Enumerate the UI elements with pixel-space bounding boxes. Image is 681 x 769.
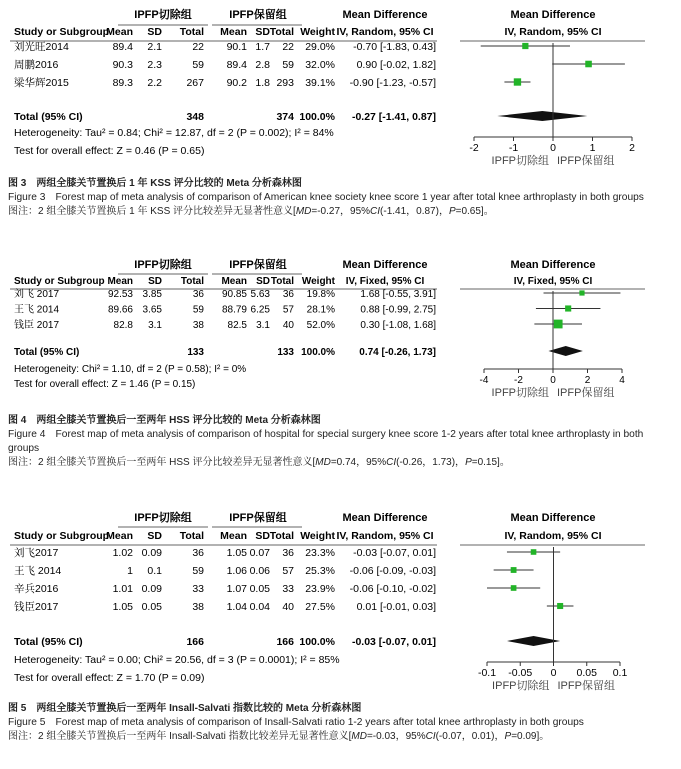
favours-retention-label: IPFP保留组 <box>557 155 615 167</box>
study-effect-square <box>554 320 563 329</box>
col-header-sd: SD <box>148 276 162 287</box>
col-header-mean: Mean <box>220 530 247 542</box>
study-weight: 28.1% <box>306 304 335 316</box>
col-header-study: Study or Subgroup <box>14 530 110 542</box>
study-sd-retention: 0.07 <box>249 547 270 559</box>
total-n-retention: 133 <box>277 347 294 358</box>
study-name: 辛兵2016 <box>14 583 59 595</box>
total-md-ci: -0.27 [-1.41, 0.87] <box>351 111 436 123</box>
col-header-sd: SD <box>147 530 162 542</box>
study-total-retention: 293 <box>276 77 294 89</box>
caption-en-title: Figure 3 Forest map of meta analysis of comparison of American knee society knee score 1 year after total knee arthroplasty in both groups <box>8 192 644 203</box>
plot-header-method: IV, Fixed, 95% CI <box>513 276 593 287</box>
study-name: 刘飞2017 <box>14 547 59 559</box>
md-header-title: Mean Difference <box>342 512 428 524</box>
favours-excision-label: IPFP切除组 <box>491 387 549 399</box>
col-header-total: Total <box>179 530 204 542</box>
study-sd-excision: 2.3 <box>147 59 162 71</box>
study-weight: 52.0% <box>306 320 335 331</box>
caption-en-title: Figure 4 Forest map of meta analysis of comparison of hospital for special surgery knee score 1-2 years after total knee arthroplasty in both groups <box>8 429 644 454</box>
study-mean-retention: 1.04 <box>226 601 247 613</box>
study-weight: 39.1% <box>305 77 335 89</box>
study-md-ci: 0.30 [-1.08, 1.68] <box>360 320 436 331</box>
x-axis-tick-label: -4 <box>479 375 489 386</box>
group-label-excision: IPFP切除组 <box>134 9 192 21</box>
study-sd-excision: 0.09 <box>141 547 162 559</box>
total-weight: 100.0% <box>299 111 335 123</box>
md-header-method: IV, Random, 95% CI <box>336 26 434 38</box>
study-md-ci: 0.01 [-0.01, 0.03] <box>356 601 436 613</box>
x-axis-tick-label: -2 <box>514 375 523 386</box>
study-mean-retention: 82.5 <box>227 320 247 331</box>
caption-zh-title: 图 4 两组全膝关节置换后一至两年 HSS 评分比较的 Meta 分析森林图 <box>8 415 321 426</box>
x-axis-tick-label: 2 <box>584 375 591 386</box>
caption-figure-5 <box>8 702 676 744</box>
col-header-total: Total <box>270 276 294 287</box>
study-sd-excision: 3.85 <box>142 289 162 300</box>
study-effect-square <box>579 290 584 295</box>
plot-header-method: IV, Random, 95% CI <box>504 26 602 38</box>
col-header-sd: SD <box>147 26 162 38</box>
overall-effect-text: Test for overall effect: Z = 1.46 (P = 0.15) <box>14 379 196 390</box>
study-mean-retention: 90.85 <box>221 289 247 300</box>
study-md-ci: -0.03 [-0.07, 0.01] <box>353 547 436 559</box>
study-mean-excision: 89.3 <box>112 77 133 89</box>
study-total-excision: 36 <box>192 289 204 300</box>
study-md-ci: 1.68 [-0.55, 3.91] <box>360 289 436 300</box>
study-sd-retention: 0.05 <box>249 583 270 595</box>
study-total-retention: 22 <box>282 41 294 53</box>
study-sd-excision: 0.1 <box>147 565 162 577</box>
group-label-excision: IPFP切除组 <box>134 259 192 271</box>
study-sd-retention: 1.8 <box>255 77 270 89</box>
caption-figure-4 <box>8 414 676 470</box>
study-name: 钱臣 2017 <box>14 320 60 331</box>
overall-effect-text: Test for overall effect: Z = 1.70 (P = 0.09) <box>14 672 205 684</box>
study-sd-retention: 3.1 <box>256 320 270 331</box>
study-sd-excision: 3.65 <box>142 304 162 316</box>
study-mean-excision: 1.05 <box>112 601 133 613</box>
caption-en-title: Figure 5 Forest map of meta analysis of comparison of Insall-Salvati ratio 1-2 years after total knee arthroplasty in both groups <box>8 717 584 728</box>
study-total-excision: 38 <box>192 320 204 331</box>
col-header-mean: Mean <box>106 530 133 542</box>
heterogeneity-text: Heterogeneity: Tau² = 0.00; Chi² = 20.56, df = 3 (P = 0.0001); I² = 85% <box>14 654 340 666</box>
heterogeneity-text: Heterogeneity: Tau² = 0.84; Chi² = 12.87, df = 2 (P = 0.002); I² = 84% <box>14 127 334 139</box>
favours-retention-label: IPFP保留组 <box>557 680 615 692</box>
study-sd-retention: 1.7 <box>255 41 270 53</box>
group-label-retention: IPFP保留组 <box>229 512 287 524</box>
plot-header-title: Mean Difference <box>510 512 596 524</box>
study-sd-retention: 2.8 <box>255 59 270 71</box>
col-header-total: Total <box>179 26 204 38</box>
caption-zh-title: 图 5 两组全膝关节置换后一至两年 Insall-Salvati 指数比较的 Meta 分析森林图 <box>8 703 362 714</box>
study-total-excision: 33 <box>192 583 204 595</box>
x-axis-tick-label: 4 <box>619 375 625 386</box>
study-effect-square <box>531 549 537 555</box>
study-md-ci: -0.06 [-0.10, -0.02] <box>349 583 436 595</box>
group-label-retention: IPFP保留组 <box>229 9 287 21</box>
total-label: Total (95% CI) <box>14 636 83 648</box>
plot-header-title: Mean Difference <box>510 259 596 271</box>
study-sd-excision: 0.05 <box>141 601 162 613</box>
caption-note: 图注：2 组全膝关节置换后一至两年 Insall-Salvati 指数比较差异无显著性意义[MD=-0.03，95%CI(-0.07，0.01)，P=0.09]。 <box>8 731 550 742</box>
study-effect-square <box>511 585 517 591</box>
study-total-excision: 59 <box>192 304 204 316</box>
study-sd-retention: 0.06 <box>249 565 270 577</box>
pooled-effect-diamond <box>497 111 587 121</box>
x-axis-tick-label: 0 <box>550 375 556 386</box>
study-mean-excision: 82.8 <box>113 320 133 331</box>
total-n-retention: 374 <box>276 111 294 123</box>
study-name: 王飞 2014 <box>14 565 62 577</box>
study-md-ci: -0.06 [-0.09, -0.03] <box>349 565 436 577</box>
study-sd-excision: 2.1 <box>147 41 162 53</box>
group-label-excision: IPFP切除组 <box>134 512 192 524</box>
study-sd-excision: 0.09 <box>141 583 162 595</box>
caption-zh-title: 图 3 两组全膝关节置换后 1 年 KSS 评分比较的 Meta 分析森林图 <box>8 178 302 189</box>
x-axis-tick-label: 0 <box>550 667 557 679</box>
study-total-excision: 38 <box>192 601 204 613</box>
col-header-total: Total <box>180 276 204 287</box>
col-header-weight: Weight <box>300 26 335 38</box>
study-md-ci: -0.70 [-1.83, 0.43] <box>353 41 436 53</box>
group-label-retention: IPFP保留组 <box>229 259 287 271</box>
study-effect-square <box>565 305 571 311</box>
study-total-excision: 267 <box>186 77 204 89</box>
study-effect-square <box>511 567 517 573</box>
study-mean-retention: 90.2 <box>226 77 247 89</box>
study-total-retention: 59 <box>282 59 294 71</box>
study-sd-excision: 2.2 <box>147 77 162 89</box>
study-effect-square <box>585 61 592 68</box>
study-total-retention: 36 <box>282 547 294 559</box>
total-md-ci: 0.74 [-0.26, 1.73] <box>359 347 436 358</box>
caption-note: 图注：2 组全膝关节置换后一至两年 HSS 评分比较差异无显著性意义[MD=0.74，95%CI(-0.26，1.73)，P=0.15]。 <box>8 457 510 468</box>
col-header-mean: Mean <box>220 26 247 38</box>
plot-header-title: Mean Difference <box>510 9 596 21</box>
study-total-retention: 36 <box>282 289 294 300</box>
study-mean-retention: 89.4 <box>226 59 247 71</box>
study-mean-retention: 1.07 <box>226 583 247 595</box>
study-name: 梁华辉2015 <box>14 77 69 89</box>
study-total-retention: 40 <box>282 601 294 613</box>
study-total-retention: 40 <box>282 320 294 331</box>
study-weight: 32.0% <box>305 59 335 71</box>
favours-excision-label: IPFP切除组 <box>492 680 550 692</box>
col-header-mean: Mean <box>106 26 133 38</box>
col-header-mean: Mean <box>107 276 133 287</box>
study-effect-square <box>557 603 563 609</box>
col-header-sd: SD <box>255 26 270 38</box>
md-header-title: Mean Difference <box>342 9 428 21</box>
col-header-mean: Mean <box>221 276 247 287</box>
study-mean-retention: 1.05 <box>226 547 247 559</box>
study-weight: 29.0% <box>305 41 335 53</box>
total-label: Total (95% CI) <box>14 111 83 123</box>
study-total-retention: 33 <box>282 583 294 595</box>
x-axis-tick-label: -0.05 <box>508 667 533 679</box>
study-mean-excision: 89.4 <box>112 41 133 53</box>
x-axis-tick-label: 0.05 <box>576 667 597 679</box>
pooled-effect-diamond <box>507 636 560 646</box>
study-effect-square <box>522 43 528 49</box>
heterogeneity-text: Heterogeneity: Chi² = 1.10, df = 2 (P = 0.58); I² = 0% <box>14 364 247 375</box>
study-mean-excision: 1.01 <box>112 583 133 595</box>
col-header-weight: Weight <box>301 276 335 287</box>
study-mean-excision: 92.53 <box>107 289 133 300</box>
study-total-excision: 59 <box>192 59 204 71</box>
x-axis-tick-label: 2 <box>629 142 635 154</box>
total-label: Total (95% CI) <box>14 347 80 358</box>
overall-effect-text: Test for overall effect: Z = 0.46 (P = 0.65) <box>14 145 205 157</box>
favours-excision-label: IPFP切除组 <box>491 155 549 167</box>
col-header-sd: SD <box>256 276 270 287</box>
total-n-excision: 348 <box>186 111 204 123</box>
md-header-method: IV, Random, 95% CI <box>336 530 434 542</box>
study-total-excision: 36 <box>192 547 204 559</box>
study-mean-excision: 1 <box>127 565 133 577</box>
col-header-study: Study or Subgroup <box>14 276 105 287</box>
study-sd-excision: 3.1 <box>148 320 162 331</box>
study-total-excision: 22 <box>192 41 204 53</box>
study-mean-retention: 1.06 <box>226 565 247 577</box>
total-n-excision: 166 <box>186 636 204 648</box>
col-header-weight: Weight <box>300 530 335 542</box>
col-header-total: Total <box>269 530 294 542</box>
study-total-retention: 57 <box>282 304 294 316</box>
study-md-ci: 0.90 [-0.02, 1.82] <box>356 59 436 71</box>
study-weight: 19.8% <box>306 289 335 300</box>
total-n-retention: 166 <box>276 636 294 648</box>
study-mean-excision: 89.66 <box>107 304 133 316</box>
x-axis-tick-label: 0.1 <box>612 667 628 679</box>
study-weight: 23.9% <box>305 583 335 595</box>
study-mean-excision: 1.02 <box>112 547 133 559</box>
md-header-method: IV, Fixed, 95% CI <box>345 276 425 287</box>
study-md-ci: -0.90 [-1.23, -0.57] <box>349 77 436 89</box>
study-total-retention: 57 <box>282 565 294 577</box>
total-md-ci: -0.03 [-0.07, 0.01] <box>351 636 436 648</box>
col-header-study: Study or Subgroup <box>14 26 110 38</box>
study-mean-retention: 88.79 <box>221 304 247 316</box>
study-effect-square <box>514 78 521 85</box>
study-name: 刘飞 2017 <box>14 289 60 300</box>
favours-retention-label: IPFP保留组 <box>557 387 615 399</box>
study-mean-excision: 90.3 <box>112 59 133 71</box>
study-total-excision: 59 <box>192 565 204 577</box>
x-axis-tick-label: 1 <box>589 142 596 154</box>
study-name: 刘光旺2014 <box>14 41 69 53</box>
plot-header-method: IV, Random, 95% CI <box>504 530 602 542</box>
md-header-title: Mean Difference <box>342 259 428 271</box>
study-weight: 25.3% <box>305 565 335 577</box>
pooled-effect-diamond <box>549 346 583 356</box>
forest-plot-kss <box>0 0 681 175</box>
study-name: 王飞 2014 <box>14 304 60 316</box>
study-mean-retention: 90.1 <box>226 41 247 53</box>
study-sd-retention: 0.04 <box>249 601 270 613</box>
x-axis-tick-label: -0.1 <box>477 667 497 679</box>
study-name: 周鹏2016 <box>14 59 59 71</box>
study-sd-retention: 5.63 <box>250 289 270 300</box>
forest-plot-hss <box>0 252 681 414</box>
study-sd-retention: 6.25 <box>250 304 270 316</box>
caption-note: 图注：2 组全膝关节置换后 1 年 KSS 评分比较差异无显著性意义[MD=-0.27，95%CI(-1.41，0.87)，P=0.65]。 <box>8 206 494 217</box>
x-axis-tick-label: -1 <box>508 142 519 154</box>
total-weight: 100.0% <box>301 347 335 358</box>
forest-plot-insall-salvati <box>0 505 681 701</box>
total-weight: 100.0% <box>299 636 335 648</box>
caption-figure-3 <box>8 177 676 219</box>
study-name: 钱臣2017 <box>14 601 59 613</box>
study-md-ci: 0.88 [-0.99, 2.75] <box>360 304 436 316</box>
total-n-excision: 133 <box>187 347 204 358</box>
col-header-total: Total <box>269 26 294 38</box>
study-weight: 23.3% <box>305 547 335 559</box>
x-axis-tick-label: -2 <box>469 142 479 154</box>
x-axis-tick-label: 0 <box>550 142 556 154</box>
col-header-sd: SD <box>255 530 270 542</box>
study-weight: 27.5% <box>305 601 335 613</box>
